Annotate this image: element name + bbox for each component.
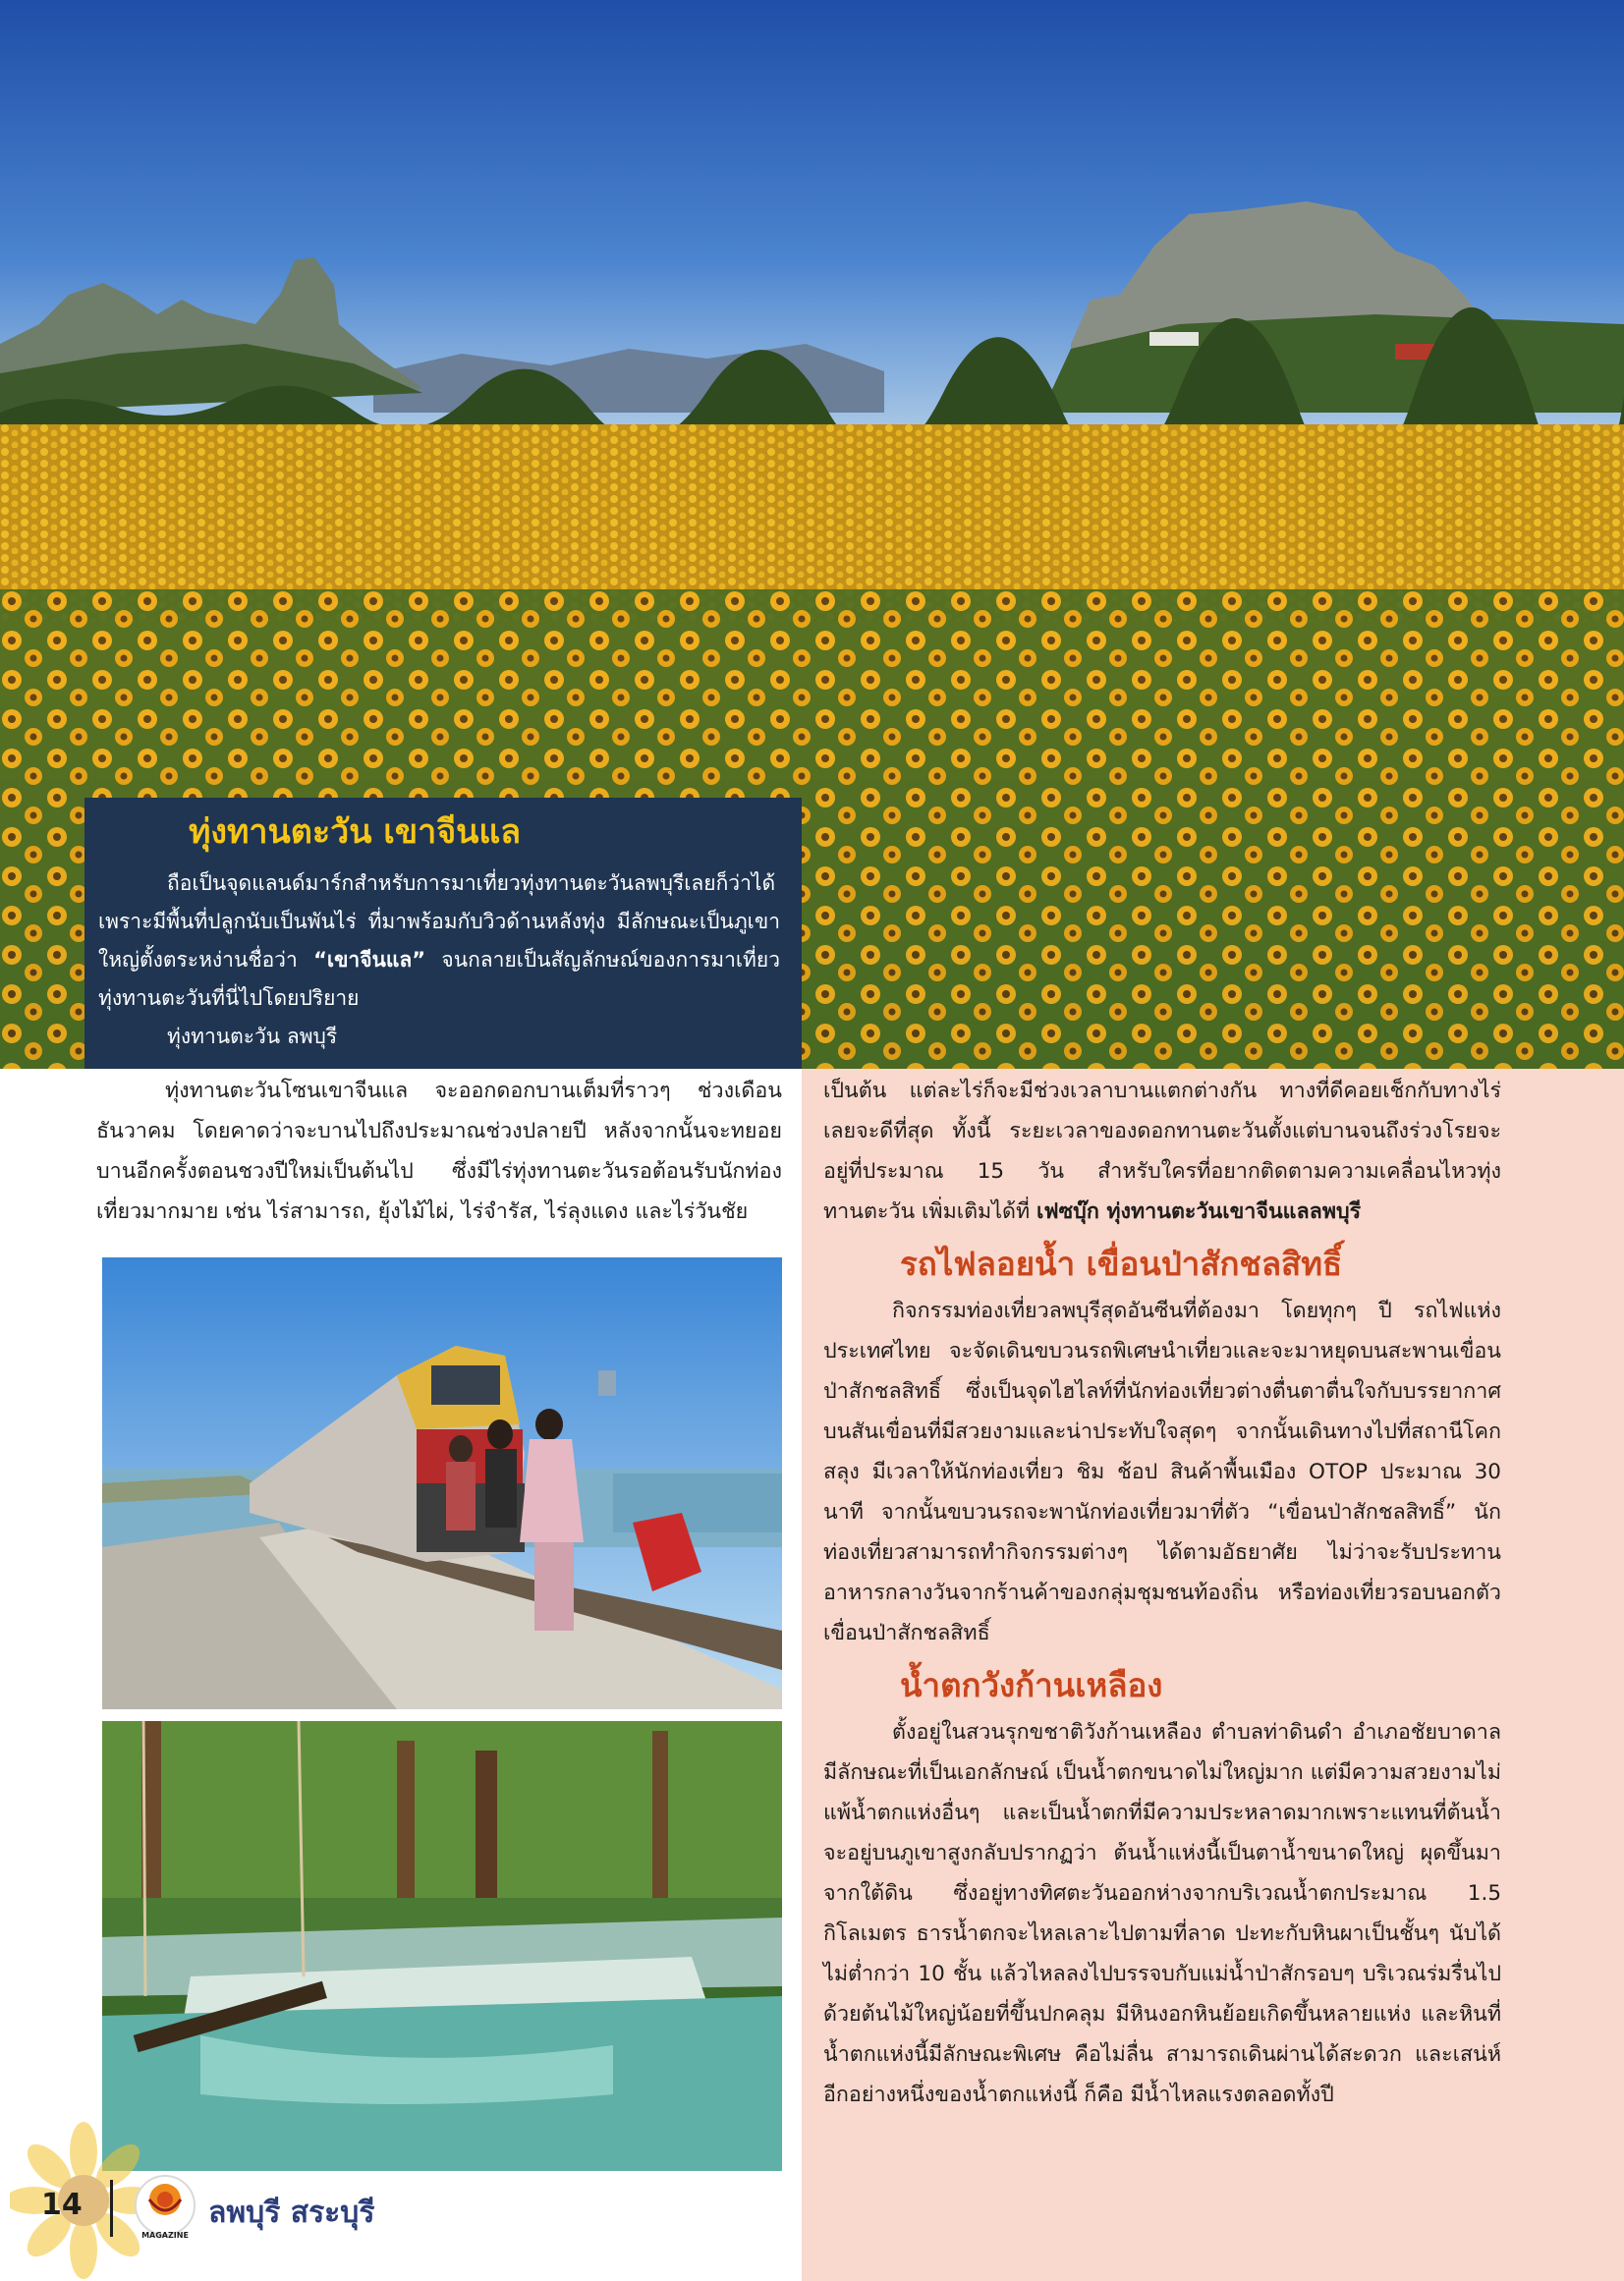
right-paragraph <box>823 1071 1501 1232</box>
intro-box <box>84 798 802 1069</box>
logo-text: MAGAZINE <box>141 2231 189 2240</box>
right-column <box>823 1071 1501 2115</box>
left-paragraph: ทุ่งทานตะวันโซนเขาจีนแล จะออกดอกบานเต็มที่ราวๆ ช่วงเดือนธันวาคม โดยคาดว่าจะบานไปถึงประมาณช่วงปลายปี หลังจากนั้นจะทยอยบานอีกครั้งตอนชวงปีใหม่เป็นต้นไป ซึ่งมีไร่ทุ่งทานตะวันรอต้อนรับนักท่องเที่ยวมากมาย เช่น ไร่สามารถ, ยุ้งไม้ไผ่, ไร่จำรัส, ไร่ลุงแดง และไร่วันชัย <box>96 1079 782 1224</box>
magazine-title: ลพบุรี สระบุรี <box>208 2196 375 2230</box>
facebook-page-name: เฟซบุ๊ก ทุ่งทานตะวันเขาจีนแลลพบุรี <box>1036 1199 1362 1224</box>
train-photo <box>102 1257 782 1709</box>
waterfall-photo <box>102 1721 782 2171</box>
footer-divider <box>110 2180 113 2237</box>
page-number: 14 <box>41 2188 83 2222</box>
section-text-floating-train: กิจกรรมท่องเที่ยวลพบุรีสุดอันซีนที่ต้องมา โดยทุกๆ ปี รถไฟแห่งประเทศไทย จะจัดเดินขบวนรถพิเศษนำเที่ยวและจะมาหยุดบนสะพานเขื่อนป่าสักชลสิทธิ์ ซึ่งเป็นจุดไฮไลท์ที่นักท่องเที่ยวต่างตื่นตาตื่นใจกับบรรยากาศบนสันเขื่อนที่มีสวยงามและน่าประทับใจสุดๆ จากนั้นเดินทางไปที่สถานีโคกสลุง มีเวลาให้นักท่องเที่ยว ชิม ช้อป สินค้าพื้นเมือง OTOP ประมาณ 30 นาที จากนั้นขบวนรถจะพานักท่องเที่ยวมาที่ตัว “เขื่อนป่าสักชลสิทธิ์” นักท่องเที่ยวสามารถทำกิจกรรมต่างๆ ได้ตามอัธยาศัย ไม่ว่าจะรับประทานอาหารกลางวันจากร้านค้าของกลุ่มชุมชนท้องถิ่น หรือท่องเที่ยวรอบนอกตัวเขื่อนป่าสักชลสิทธิ์ <box>823 1299 1501 1645</box>
section-title-waterfall: น้ำตกวังก้านเหลือง <box>900 1666 1163 1704</box>
section-title-floating-train: รถไฟลอยน้ำ เขื่อนป่าสักชลสิทธิ์ <box>900 1245 1343 1283</box>
intro-text-part-a: ถือเป็นจุดแลนด์มาร์กสำหรับการมาเที่ยวทุ่งทานตะวันลพบุรีเลยก็ว่าได้ เพราะมีพื้นที่ปลูกนับเป็นพันไร่ ที่มาพร้อมกับวิวด้านหลังทุ่ง มีลักษณะเป็นภูเขาใหญ่ตั้งตระหง่านชื่อว่า <box>98 871 780 972</box>
intro-title: ทุ่งทานตะวัน เขาจีนแล <box>189 812 522 852</box>
page-footer <box>29 2166 521 2254</box>
left-column <box>96 1071 782 1232</box>
intro-text-part-b: จนกลายเป็นสัญลักษณ์ของการมาเที่ยวทุ่งทานตะวันที่นี่ไปโดยปริยาย <box>98 948 780 1010</box>
magazine-logo <box>128 2172 202 2247</box>
intro-text-bold: “เขาจีนแล” <box>313 948 426 972</box>
intro-caption: ทุ่งทานตะวัน ลพบุรี <box>167 1025 338 1048</box>
section-text-waterfall: ตั้งอยู่ในสวนรุกขชาติวังก้านเหลือง ตำบลท่าดินดำ อำเภอชัยบาดาล มีลักษณะที่เป็นเอกลักษณ์ เป็นน้ำตกขนาดไม่ใหญ่มาก แต่มีความสวยงามไม่แพ้น้ำตกแห่งอื่นๆ และเป็นน้ำตกที่มีความประหลาดมากเพราะแทนที่ต้นน้ำจะอยู่บนภูเขาสูงกลับปรากฏว่า ต้นน้ำแห่งนี้เป็นตาน้ำขนาดใหญ่ ผุดขึ้นมาจากใต้ดิน ซึ่งอยู่ทางทิศตะวันออกห่างจากบริเวณน้ำตกประมาณ 1.5 กิโลเมตร ธารน้ำตกจะไหลเลาะไปตามที่ลาด ปะทะกับหินผาเป็นชั้นๆ นับได้ไม่ต่ำกว่า 10 ชั้น แล้วไหลลงไปบรรจบกับแม่น้ำป่าสักรอบๆ บริเวณร่มรื่นไปด้วยต้นไม้ใหญ่น้อยที่ขึ้นปกคลุม มีหินงอกหินย้อยเกิดขึ้นหลายแห่ง และหินที่น้ำตกแห่งนี้มีลักษณะพิเศษ คือไม่ลื่น สามารถเดินผ่านได้สะดวก และเสน่ห์อีกอย่างหนึ่งของน้ำตกแห่งนี้ ก็คือ มีน้ำไหลแรงตลอดทั้งปี <box>823 1720 1501 2107</box>
right-paragraph-text: เป็นต้น แต่ละไร่ก็จะมีช่วงเวลาบานแตกต่างกัน ทางที่ดีคอยเช็กกับทางไร่เลยจะดีที่สุด ทั้งนี้ ระยะเวลาของดอกทานตะวันตั้งแต่บานจนถึงร่วงโรยจะอยู่ที่ประมาณ 15 วัน สำหรับใครที่อยากติดตามความเคลื่อนไหวทุ่งทานตะวัน เพิ่มเติมได้ที่ <box>823 1079 1501 1224</box>
intro-text <box>98 864 780 1018</box>
